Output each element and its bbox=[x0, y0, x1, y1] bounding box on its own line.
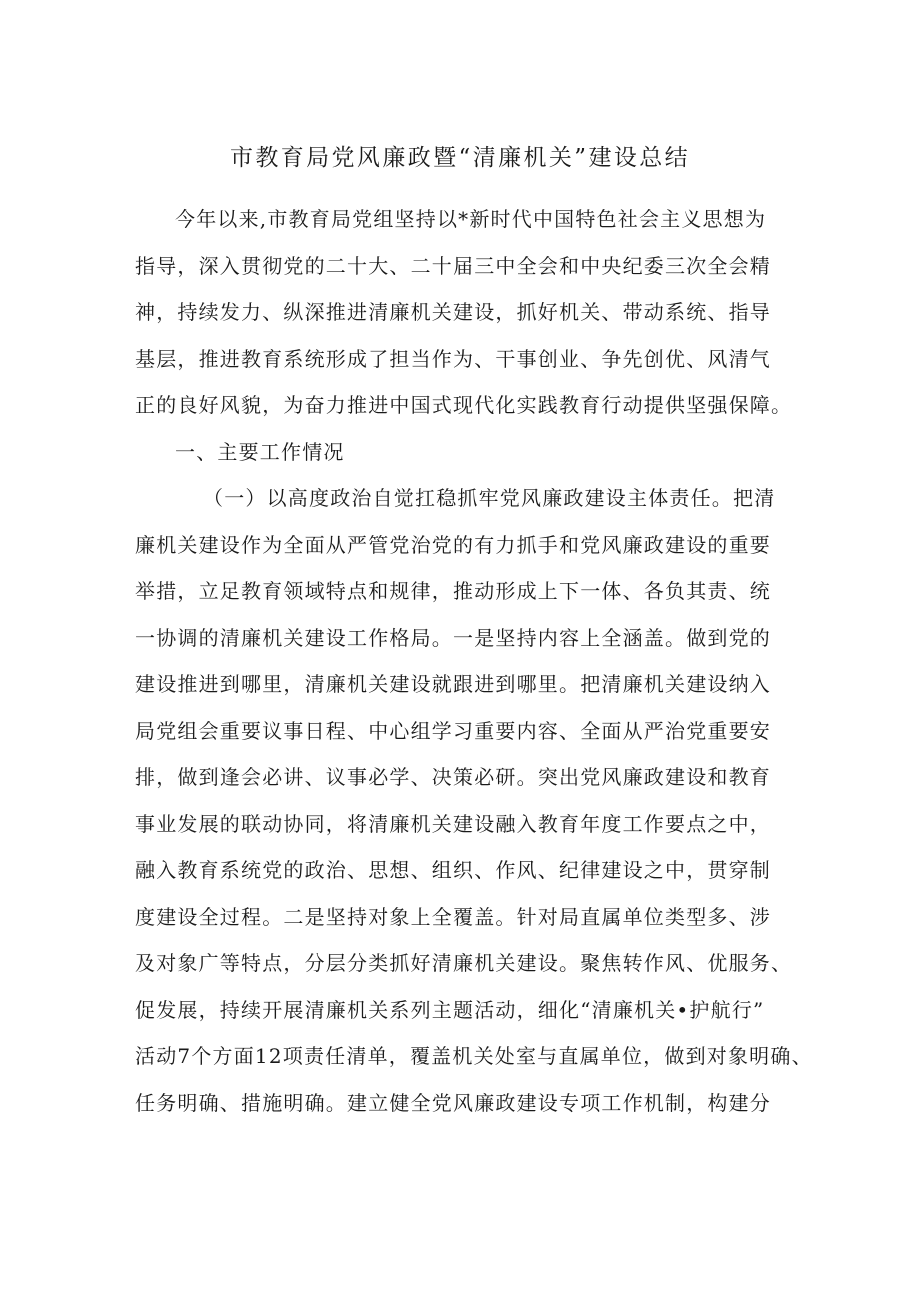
text-line: 任务明确、措施明确。建立健全党风廉政建设专项工作机制，构建分 bbox=[135, 1090, 771, 1115]
text-line: 基层，推进教育系统形成了担当作为、干事创业、争先创优、风清气 bbox=[135, 346, 771, 371]
text-line: 融入教育系统党的政治、思想、组织、作风、纪律建设之中，贯穿制 bbox=[135, 858, 771, 882]
document-title: 市教育局党风廉政暨“清廉机关”建设总结 bbox=[229, 145, 691, 171]
text-line: 促发展，持续开展清廉机关系列主题活动，细化“清廉机关•护航行” bbox=[135, 997, 765, 1022]
text-line: 今年以来,市教育局党组坚持以*新时代中国特色社会主义思想为 bbox=[175, 207, 767, 231]
text-line: 及对象广等特点，分层分类抓好清廉机关建设。聚焦转作风、优服务、 bbox=[135, 951, 793, 975]
paragraph-intro bbox=[135, 196, 793, 429]
text-line: 局党组会重要议事日程、中心组学习重要内容、全面从严治党重要安 bbox=[135, 718, 771, 743]
document-body bbox=[135, 196, 813, 1126]
text-line: 神，持续发力、纵深推进清廉机关建设，抓好机关、带动系统、指导 bbox=[135, 300, 771, 324]
text-line: （一）以高度政治自觉扛稳抓牢党风廉政建设主体责任。把清 bbox=[203, 486, 776, 510]
text-line: 活动7个方面12项责任清单，覆盖机关处室与直属单位，做到对象明确、 bbox=[135, 1044, 813, 1068]
section-heading: 一、主要工作情况 bbox=[175, 439, 345, 464]
text-line: 廉机关建设作为全面从严管党治党的有力抓手和党风廉政建设的重要 bbox=[135, 532, 771, 557]
paragraph-section-1 bbox=[135, 475, 813, 1126]
text-line: 指导，深入贯彻党的二十大、二十届三中全会和中央纪委三次全会精 bbox=[135, 253, 771, 278]
text-line: 举措，立足教育领域特点和规律，推动形成上下一体、各负其责、统 bbox=[135, 579, 771, 603]
text-line: 一协调的清廉机关建设工作格局。一是坚持内容上全涵盖。做到党的 bbox=[135, 625, 771, 650]
text-line: 度建设全过程。二是坚持对象上全覆盖。针对局直属单位类型多、涉 bbox=[135, 904, 771, 929]
text-line: 排，做到逢会必讲、议事必学、决策必研。突出党风廉政建设和教育 bbox=[135, 765, 771, 789]
text-line: 事业发展的联动协同，将清廉机关建设融入教育年度工作要点之中， bbox=[135, 811, 771, 836]
text-line: 建设推进到哪里，清廉机关建设就跟进到哪里。把清廉机关建设纳入 bbox=[135, 672, 771, 696]
text-line: 正的良好风貌，为奋力推进中国式现代化实践教育行动提供坚强保障。 bbox=[135, 393, 793, 417]
